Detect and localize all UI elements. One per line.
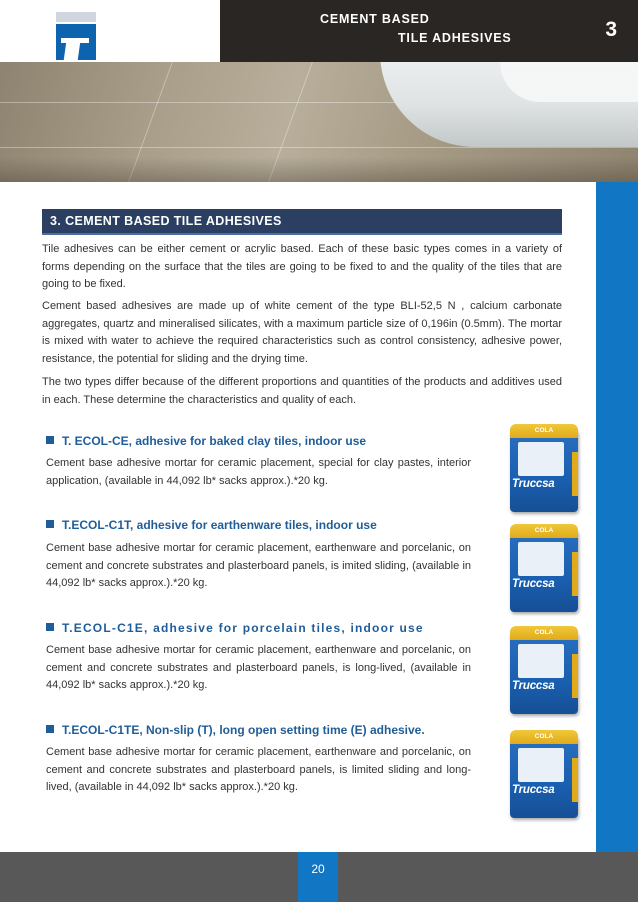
chapter-side-tab bbox=[596, 182, 638, 852]
square-bullet-icon bbox=[46, 623, 54, 631]
square-bullet-icon bbox=[46, 725, 54, 733]
square-bullet-icon bbox=[46, 436, 54, 444]
product-description-3: Cement base adhesive mortar for ceramic placement, earthenware and porcelanic, on cement and concrete substrates and plasterboard panels, is long-lived, (available in 44,092 lb* sacks approx.).*20 kg. bbox=[46, 644, 471, 691]
truccsa-logo bbox=[56, 12, 96, 60]
product-bag-image-3: COLA Truccsa bbox=[506, 624, 584, 716]
header-title-line2: TILE ADHESIVES bbox=[398, 31, 512, 45]
product-title-4: T.ECOL-C1TE, Non-slip (T), long open setting time (E) adhesive. bbox=[46, 723, 425, 737]
header-title-line1: CEMENT BASED bbox=[320, 12, 430, 26]
section-heading bbox=[42, 209, 562, 235]
square-bullet-icon bbox=[46, 520, 54, 528]
product-bag-image-2: COLA Truccsa bbox=[506, 522, 584, 614]
section-heading-text: 3. CEMENT BASED TILE ADHESIVES bbox=[50, 214, 282, 228]
intro-paragraph-1: Tile adhesives can be either cement or acrylic based. Each of these basic types comes in a variety of forms depending on the surface that the tiles are going to be fixed to and the quality of the tiles that are going to be fixed. bbox=[42, 243, 562, 290]
product-bag-image-1: COLA Truccsa bbox=[506, 422, 584, 514]
product-title-3: T.ECOL-C1E, adhesive for porcelain tiles, indoor use bbox=[46, 621, 424, 635]
intro-paragraph-2: Cement based adhesives are made up of white cement of the type BLI-52,5 N , calcium carbonate aggregates, quartz and mineralised silicates, with a maximum particle size of 0,196in (0.5mm). The mortar is mixed with water to achieve the required characteristics such as control consistency, adhesive power, resistance, the potential for sliding and the drying time. bbox=[42, 300, 562, 365]
page-number-box bbox=[298, 852, 338, 902]
intro-paragraph-3: The two types differ because of the different proportions and quantities of the products and additives used in each. These determine the characteristics and quality of each. bbox=[42, 376, 562, 406]
header-title-area bbox=[220, 0, 638, 62]
page-number: 20 bbox=[311, 862, 325, 876]
product-description-1: Cement base adhesive mortar for ceramic placement, special for clay pastes, interior application, (available in 44,092 lb* sacks approx.).*20 kg. bbox=[46, 457, 471, 487]
page-header bbox=[0, 0, 638, 62]
product-title-2: T.ECOL-C1T, adhesive for earthenware tiles, indoor use bbox=[46, 518, 377, 532]
product-title-1: T. ECOL-CE, adhesive for baked clay tiles, indoor use bbox=[46, 434, 366, 448]
product-description-4: Cement base adhesive mortar for ceramic placement, earthenware and porcelanic, on cement and concrete substrates and plasterboard panels, is limited sliding and long-lived, (available in 44,092 lb* sacks approx.).*20 kg. bbox=[46, 746, 471, 793]
chapter-number: 3 bbox=[605, 18, 617, 41]
banner-photo bbox=[0, 62, 638, 182]
product-bag-image-4: COLA Truccsa bbox=[506, 728, 584, 820]
product-description-2: Cement base adhesive mortar for ceramic placement, earthenware and porcelanic, on cement and concrete substrates and plasterboard panels, is imited sliding, (available in 44,092 lb* sacks approx.).*20 kg. bbox=[46, 542, 471, 589]
logo-area bbox=[0, 0, 220, 62]
